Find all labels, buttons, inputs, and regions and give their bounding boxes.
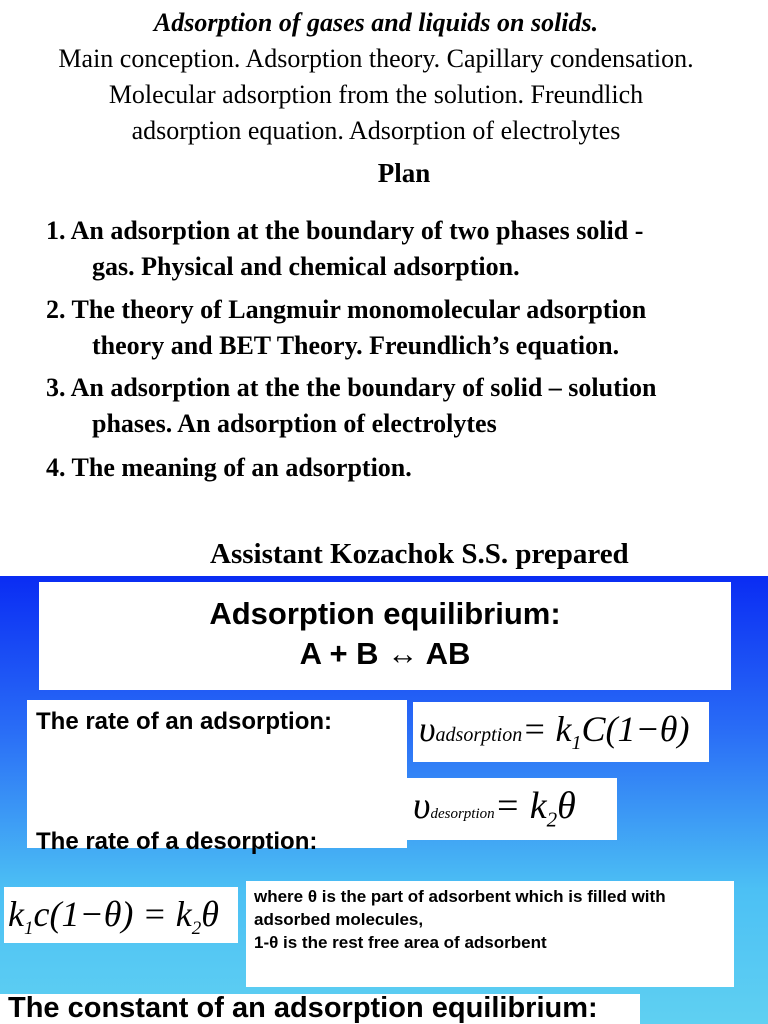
plan-item-text: An adsorption at the the boundary of solid – solution	[70, 373, 657, 402]
plan-item-4	[46, 450, 762, 486]
note-line-1: where θ is the part of adsorbent which is filled with	[254, 887, 666, 906]
reaction-equation: A + B ↔ AB	[299, 636, 471, 671]
plan-item-1	[46, 213, 762, 285]
plan-item-number: 1.	[46, 216, 66, 245]
adsorption-rate-formula: υadsorption= $k_1C(1-\theta)$	[419, 709, 690, 755]
slide-heading: Adsorption equilibrium:	[209, 596, 561, 631]
adsorption-formula-box	[413, 702, 709, 762]
rate-desorption-label: The rate of a desorption:	[36, 828, 318, 855]
author-credit: Assistant Kozachok S.S. prepared	[210, 538, 629, 570]
rate-adsorption-label: The rate of an adsorption:	[36, 708, 333, 735]
constant-label: The constant of an adsorption equilibrium:	[8, 992, 598, 1024]
subtitle-line-2: Molecular adsorption from the solution. Freundlich	[108, 80, 644, 109]
plan-heading: Plan	[377, 158, 431, 188]
equilibrium-formula-box	[4, 887, 238, 943]
equilibrium-formula: $k_1c(1-\theta) = k_2\theta$	[8, 894, 219, 940]
plan-item-continuation: theory and BET Theory. Freundlich’s equation.	[92, 331, 620, 360]
plan-item-number: 4.	[46, 453, 66, 482]
equilibrium-slide	[0, 576, 768, 1024]
page-title: Adsorption of gases and liquids on solids.	[153, 8, 599, 37]
rate-labels-box	[27, 700, 407, 855]
theta-note-box	[246, 881, 734, 987]
plan-item-2	[46, 292, 762, 364]
plan-item-continuation: gas. Physical and chemical adsorption.	[92, 252, 520, 281]
note-line-3: 1-θ is the rest free area of adsorbent	[254, 933, 547, 952]
plan-item-3	[46, 370, 762, 442]
subtitle-line-3: adsorption equation. Adsorption of electrolytes	[131, 116, 621, 145]
subtitle-line-1: Main conception. Adsorption theory. Capillary condensation.	[58, 44, 694, 73]
plan-item-text: The meaning of an adsorption.	[71, 453, 412, 482]
note-line-2: adsorbed molecules,	[254, 910, 424, 929]
plan-item-number: 2.	[46, 295, 66, 324]
desorption-formula-box	[407, 778, 617, 840]
plan-item-continuation: phases. An adsorption of electrolytes	[92, 409, 497, 438]
desorption-rate-formula: υdesorption= $k_2\theta$	[413, 785, 576, 832]
plan-item-text: The theory of Langmuir monomolecular adsorption	[71, 295, 647, 324]
constant-row	[0, 988, 768, 1024]
plan-item-number: 3.	[46, 373, 66, 402]
heading-box	[39, 582, 731, 690]
plan-item-text: An adsorption at the boundary of two phases solid -	[70, 216, 644, 245]
